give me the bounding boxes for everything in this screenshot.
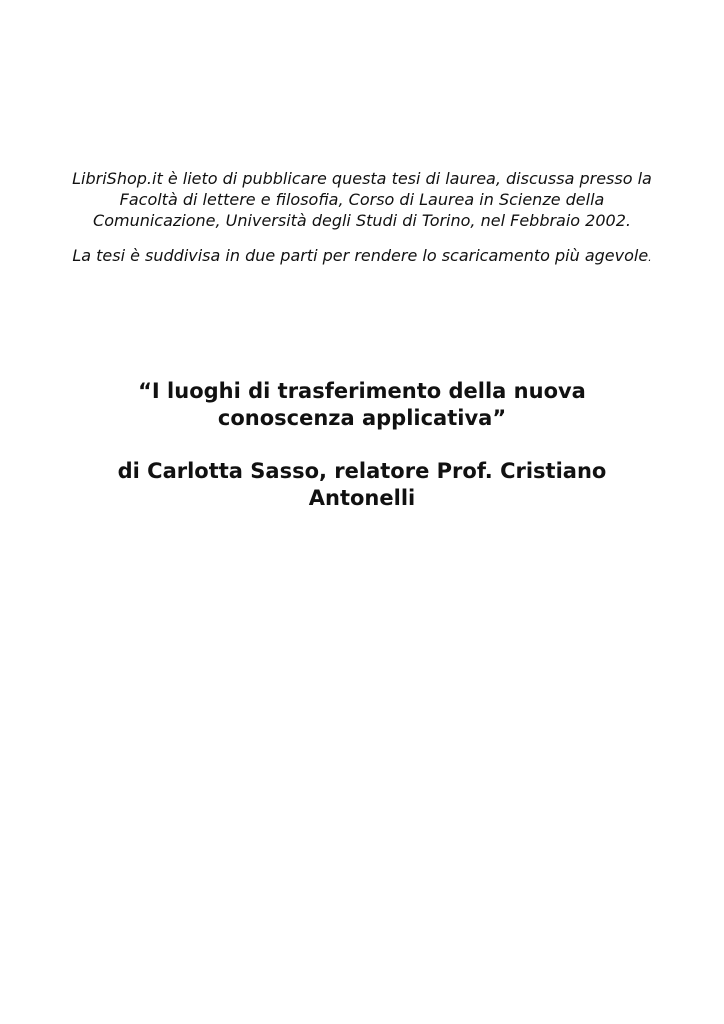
intro-paragraph-publication: LibriShop.it è lieto di pubblicare questa tesi di laurea, discussa presso la Facoltà di lettere e filosofia, Corso di Laurea in Scienze della Comunicazione, Università degli Studi di Torino, nel Febbraio 2002. [72, 169, 652, 230]
thesis-title: “I luoghi di trasferimento della nuova conoscenza applicativa” [138, 379, 586, 430]
intro-paragraph-parts-period: . [648, 251, 652, 264]
intro-paragraph-parts [68, 245, 656, 268]
intro-paragraph-parts-text: La tesi è suddivisa in due parti per rendere lo scaricamento più agevole [72, 246, 649, 265]
intro-text [68, 168, 656, 268]
thesis-author-line: di Carlotta Sasso, relatore Prof. Cristiano Antonelli [117, 459, 607, 510]
